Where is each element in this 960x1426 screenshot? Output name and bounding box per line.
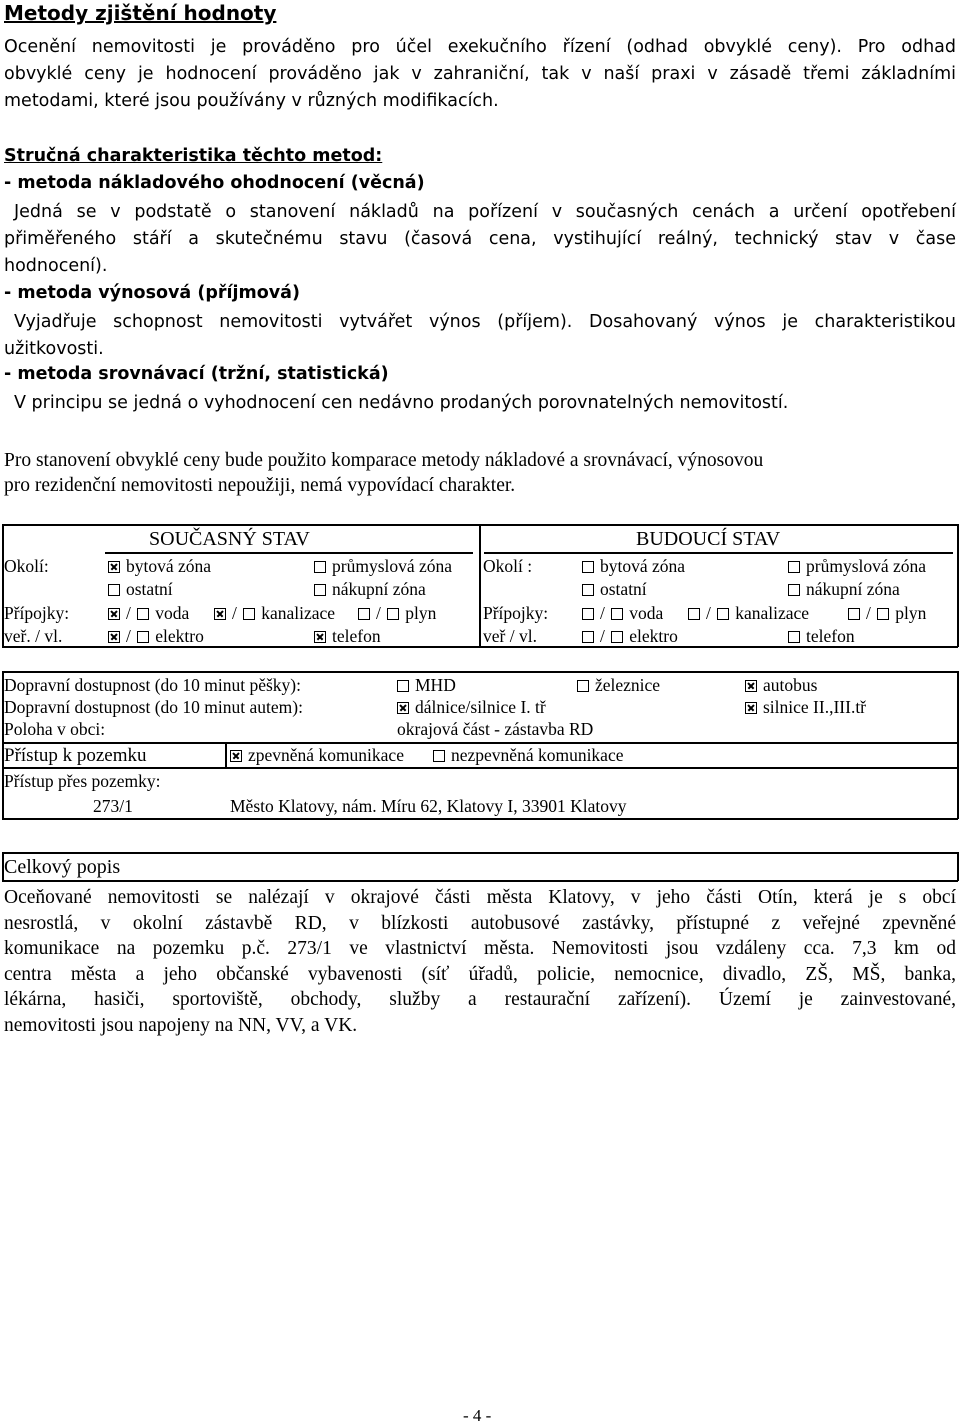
checkbox-empty-icon <box>397 680 409 692</box>
future-kanalizace[interactable]: / kanalizace <box>688 603 809 624</box>
checkbox-empty-icon <box>788 584 800 596</box>
conclusion-paragraph <box>4 448 956 498</box>
checkbox-empty-icon <box>314 584 326 596</box>
checkbox-empty-icon <box>314 561 326 573</box>
future-okoli-label: Okolí : <box>483 556 533 576</box>
access-bottom-border <box>2 767 958 769</box>
page-number: - 4 - <box>463 1406 492 1425</box>
current-bytova-zona[interactable]: bytová zóna <box>108 556 211 577</box>
comparative-method-heading: - metoda srovnávací (tržní, statistická) <box>4 364 389 384</box>
description-line: nesrostlá, v okolní zástavbě RD, v blízkosti autobusové zastávky, přístupné z veřejné zpevněné <box>4 912 956 934</box>
cost-line: Jedná se v podstatě o stanovení nákladů na pořízení v současných cenách a určení opotřebení <box>14 202 956 222</box>
transport-bottom-border <box>2 818 958 820</box>
checkbox-empty-icon <box>848 608 860 620</box>
checkbox-checked-icon <box>745 680 757 692</box>
current-elektro[interactable]: / elektro <box>108 626 204 647</box>
future-voda[interactable]: / voda <box>582 603 663 624</box>
walk-autobus[interactable]: autobus <box>745 675 817 696</box>
checkbox-checked-icon <box>108 561 120 573</box>
cost-method-heading: - metoda nákladového ohodnocení (věcná) <box>4 173 425 193</box>
car-silnice[interactable]: silnice II.,III.tř <box>745 697 866 718</box>
description-line: Oceňované nemovitosti se nalézají v okrajové části města Klatovy, v jeho části Otín, která je s obcí <box>4 887 956 908</box>
future-title-underline <box>484 552 953 554</box>
description-top-border <box>2 852 958 854</box>
car-dalnice[interactable]: dálnice/silnice I. tř <box>397 697 546 718</box>
checkbox-empty-icon <box>582 561 594 573</box>
intro-line: Ocenění nemovitosti je prováděno pro účel exekučního řízení (odhad obvyklé ceny). Pro odhad <box>4 37 956 57</box>
future-bytova-zona[interactable]: bytová zóna <box>582 556 685 577</box>
current-okoli-label: Okolí: <box>4 556 49 576</box>
future-plyn[interactable]: / plyn <box>848 603 926 624</box>
checkbox-checked-icon <box>108 608 120 620</box>
access-divider <box>225 742 227 768</box>
current-state-title: SOUČASNÝ STAV <box>149 528 310 550</box>
checkbox-checked-icon <box>314 631 326 643</box>
current-ostatni[interactable]: ostatní <box>108 579 173 600</box>
through-plots-label: Přístup přes pozemky: <box>4 771 161 791</box>
cost-line: přiměřeného stáří a skutečnému stavu (časová cena, vystihující reálný, technický stav v čase <box>4 229 956 249</box>
description-line: lékárna, hasiči, sportoviště, obchody, služby a restaurační zařízení). Území je zainvestované, <box>4 989 956 1010</box>
checkbox-empty-icon <box>611 608 623 620</box>
future-elektro[interactable]: / elektro <box>582 626 678 647</box>
checkbox-empty-icon <box>433 750 445 762</box>
checkbox-empty-icon <box>788 631 800 643</box>
comparative-method-text: V principu se jedná o vyhodnocení cen nedávno prodaných porovnatelných nemovitostí. <box>14 393 789 413</box>
description-title-border <box>2 880 958 882</box>
walk-mhd[interactable]: MHD <box>397 675 456 696</box>
table-right-border <box>957 524 959 647</box>
intro-line: obvyklé ceny je hodnocení prováděno jak v zahraniční, tak v naší praxi v zásadě třemi základními <box>4 64 956 84</box>
conclusion-line: pro rezidenční nemovitosti nepoužiji, nemá vypovídací charakter. <box>4 475 516 496</box>
checkbox-empty-icon <box>577 680 589 692</box>
checkbox-checked-icon <box>745 702 757 714</box>
checkbox-empty-icon <box>582 584 594 596</box>
conclusion-line: Pro stanovení obvyklé ceny bude použito komparace metody nákladové a srovnávací, výnosovou <box>4 450 764 471</box>
checkbox-empty-icon <box>717 608 729 620</box>
current-voda[interactable]: / voda <box>108 603 189 624</box>
checkbox-empty-icon <box>582 631 594 643</box>
checkbox-checked-icon <box>230 750 242 762</box>
future-telefon[interactable]: telefon <box>788 626 855 647</box>
checkbox-empty-icon <box>788 561 800 573</box>
income-method-text <box>4 309 956 363</box>
future-prumyslova-zona[interactable]: průmyslová zóna <box>788 556 926 577</box>
description-paragraph <box>4 885 956 1038</box>
description-line: komunikace na pozemku p.č. 273/1 ve vlastnictví města. Nemovitosti jsou vzdáleny cca. 7,3 km od <box>4 938 956 959</box>
current-ver-label: veř. / vl. <box>4 626 63 646</box>
cost-method-text <box>4 199 956 280</box>
checkbox-empty-icon <box>877 608 889 620</box>
income-line: Vyjadřuje schopnost nemovitosti vytvářet výnos (příjem). Dosahovaný výnos je charakteristikou <box>14 312 956 332</box>
transport-top-border <box>2 671 958 673</box>
description-line: centra města a jeho občanské vybavenosti (síť úřadů, policie, nemocnice, divadlo, ZŠ, MŠ, banka, <box>4 963 956 985</box>
checkbox-empty-icon <box>137 608 149 620</box>
description-right-border <box>957 852 959 881</box>
current-nakupni-zona[interactable]: nákupní zóna <box>314 579 426 600</box>
future-nakupni-zona[interactable]: nákupní zóna <box>788 579 900 600</box>
income-method-heading: - metoda výnosová (příjmová) <box>4 283 300 303</box>
location-value: okrajová část - zástavba RD <box>397 719 594 739</box>
checkbox-checked-icon <box>397 702 409 714</box>
intro-paragraph <box>4 34 956 115</box>
summary-title: Stručná charakteristika těchto metod: <box>4 146 383 166</box>
parcel-owner: Město Klatovy, nám. Míru 62, Klatovy I, 33901 Klatovy <box>230 796 627 816</box>
checkbox-empty-icon <box>243 608 255 620</box>
checkbox-empty-icon <box>137 631 149 643</box>
table-divider <box>479 524 481 647</box>
access-zpevnena[interactable]: zpevněná komunikace <box>230 745 404 766</box>
checkbox-empty-icon <box>387 608 399 620</box>
checkbox-empty-icon <box>688 608 700 620</box>
future-state-title: BUDOUCÍ STAV <box>636 528 781 550</box>
intro-line: metodami, které jsou používány v různých modifikacích. <box>4 91 499 111</box>
checkbox-empty-icon <box>611 631 623 643</box>
description-line: nemovitosti jsou napojeny na NN, VV, a VK. <box>4 1014 358 1036</box>
current-plyn[interactable]: / plyn <box>358 603 436 624</box>
checkbox-empty-icon <box>108 584 120 596</box>
future-pripojky-label: Přípojky: <box>483 603 549 623</box>
future-ver-label: veř / vl. <box>483 626 537 646</box>
description-title: Celkový popis <box>4 856 121 878</box>
checkbox-empty-icon <box>582 608 594 620</box>
cost-line: hodnocení). <box>4 256 108 276</box>
checkbox-empty-icon <box>358 608 370 620</box>
section-title-methods: Metody zjištění hodnoty <box>4 1 277 25</box>
current-title-underline <box>105 552 473 554</box>
checkbox-checked-icon <box>214 608 226 620</box>
current-telefon[interactable]: telefon <box>314 626 381 647</box>
checkbox-checked-icon <box>108 631 120 643</box>
future-ostatni[interactable]: ostatní <box>582 579 647 600</box>
car-access-label: Dopravní dostupnost (do 10 minut autem): <box>4 697 303 717</box>
walk-access-label: Dopravní dostupnost (do 10 minut pěšky): <box>4 675 301 695</box>
current-prumyslova-zona[interactable]: průmyslová zóna <box>314 556 452 577</box>
walk-zeleznice[interactable]: železnice <box>577 675 660 696</box>
access-nezpevnena[interactable]: nezpevněná komunikace <box>433 745 624 766</box>
current-kanalizace[interactable]: / kanalizace <box>214 603 335 624</box>
location-label: Poloha v obci: <box>4 719 106 739</box>
access-top-border <box>2 742 958 744</box>
income-line: užitkovosti. <box>4 339 104 359</box>
parcel-number: 273/1 <box>93 796 133 816</box>
plot-access-label: Přístup k pozemku <box>4 745 147 766</box>
transport-right-border <box>957 671 959 819</box>
current-pripojky-label: Přípojky: <box>4 603 70 623</box>
